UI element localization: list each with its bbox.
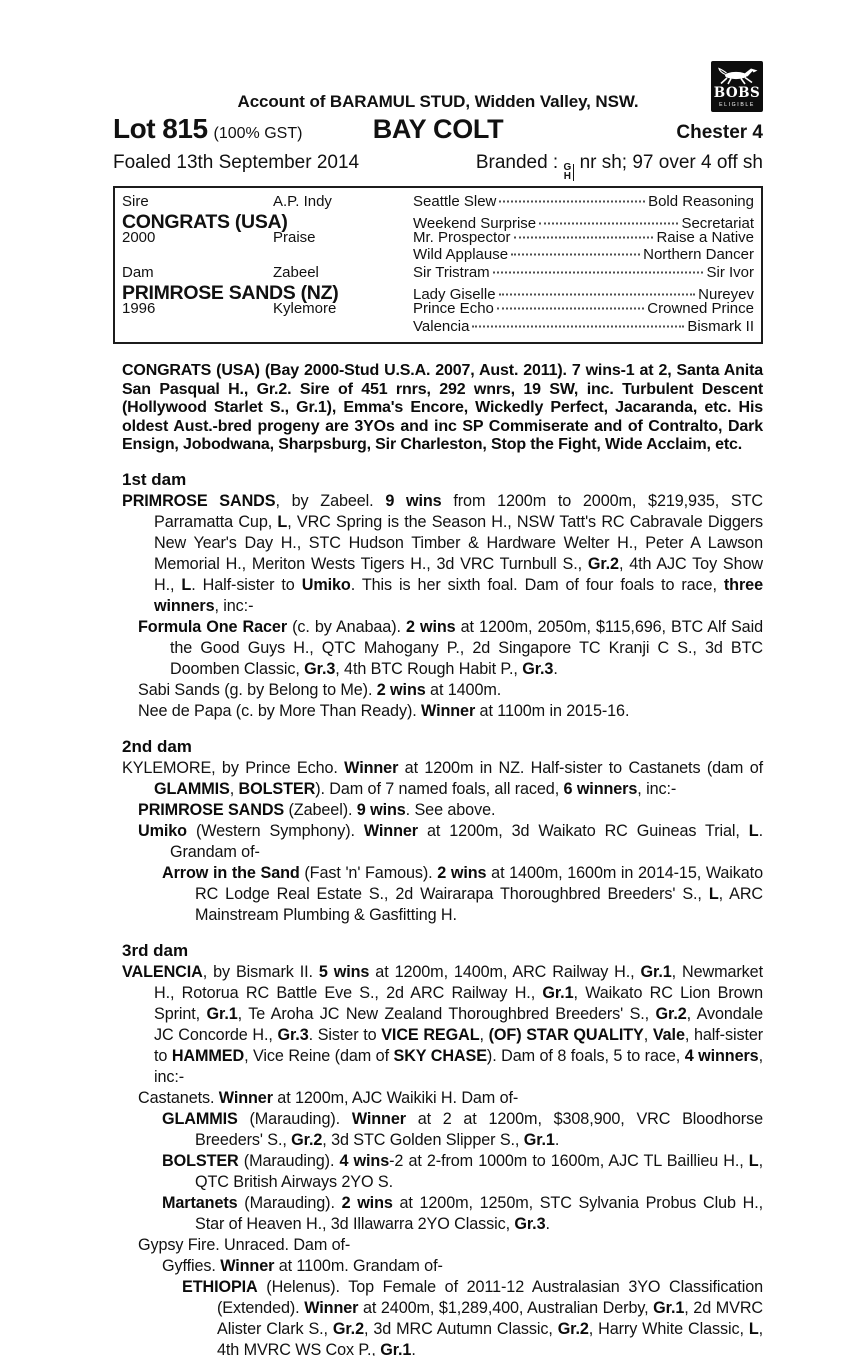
sire-summary: CONGRATS (USA) (Bay 2000-Stud U.S.A. 2007, Aust. 2011). 7 wins-1 at 2, Santa Anita San Pasqual H., Gr.2. Sire of 451 rnrs, 292 wnrs, 19 SW, inc. Turbulent Descent (Hollywood Starlet S., Gr.1), Emma's Encore, Wickedly Perfect, Jacaranda, etc. His oldest Aust.-bred progeny are 3YOs and inc SP Commiserate and of Contralto, Dark Ensign, Jobodwana, Sharpsburg, Sir Charleston, Stop the Fight, Wide Acclaim, etc. (122, 362, 763, 454)
dotted-leader (514, 236, 654, 238)
pedigree-paragraph: Umiko (Western Symphony). Winner at 1200m, 3d Waikato RC Guineas Trial, L. Grandam of- (138, 821, 763, 861)
pedigree-row (122, 229, 754, 247)
dotted-leader (497, 307, 644, 309)
pedigree-generation2-cell: A.P. Indy (273, 193, 332, 210)
pedigree-row (122, 246, 754, 264)
pedigree-paragraph: PRIMROSE SANDS, by Zabeel. 9 wins from 1200m to 2000m, $219,935, STC Parramatta Cup, L, VRC Spring is the Season H., NSW Tatt's RC Cabravale Diggers New Year's Day H., STC Hudson Timber & Hardware Welter H., Peter A Lawson Memorial H., Meriton Wests Tigers H., 3d VRC Turnbull S., Gr.2, 4th AJC Toy Show H., L. Half-sister to Umiko. This is her sixth foal. Dam of four foals to race, three winners, inc:- (122, 491, 763, 615)
pedigree-table (113, 186, 763, 344)
gst-note: (100% GST) (213, 125, 303, 142)
ancestor-name: Seattle Slew (413, 193, 497, 210)
ancestor-sire-name: Crowned Prince (647, 299, 754, 317)
ancestor-sire-name: Bismark II (687, 317, 754, 335)
pedigree-generation3-cell (413, 229, 754, 246)
ancestor-name: Wild Applause (413, 246, 509, 264)
pedigree-row (122, 318, 754, 336)
brand-mark-bottom: H (563, 170, 571, 182)
dotted-leader (499, 293, 696, 295)
pedigree-generation2-cell: Kylemore (273, 299, 337, 317)
pedigree-paragraph: Gyffies. Winner at 1100m. Grandam of- (162, 1256, 443, 1275)
pedigree-generation3-cell (413, 300, 754, 317)
bobs-logo-title: BOBS (713, 85, 761, 101)
ancestor-name: Valencia (413, 317, 470, 335)
pedigree-rows (122, 193, 754, 335)
stable-reference: Chester 4 (676, 122, 764, 143)
pedigree-paragraph: Arrow in the Sand (Fast 'n' Famous). 2 wins at 1400m, 1600m in 2014-15, Waikato RC Lodge Real Estate S., 2d Wairarapa Thoroughbred Breeders' S., L, ARC Mainstream Plumbing & Gasfitting H. (162, 863, 763, 924)
foaled-branded-row (113, 152, 763, 181)
lot-number: Lot 815 (113, 113, 208, 144)
pedigree-row (122, 300, 754, 318)
pedigree-paragraph: GLAMMIS (Marauding). Winner at 2 at 1200m, $308,900, VRC Bloodhorse Breeders' S., Gr.2, 3d STC Golden Slipper S., Gr.1. (162, 1109, 763, 1149)
ancestor-name: Sir Tristram (413, 264, 490, 282)
ancestor-name: Prince Echo (413, 299, 494, 317)
dotted-leader (499, 201, 645, 203)
dotted-leader (493, 272, 704, 274)
pedigree-generation3-cell (413, 318, 754, 335)
bobs-logo-subtitle: ELIGIBLE (719, 102, 755, 108)
pedigree-paragraph: Gypsy Fire. Unraced. Dam of- (138, 1235, 351, 1254)
pedigree-paragraph: Formula One Racer (c. by Anabaa). 2 wins at 1200m, 2050m, $115,696, BTC Alf Said the Good Guys H., QTC Mahogany P., 2d Singapore TC Kranji C S., 3d BTC Doomben Classic, Gr.3, 4th BTC Rough Habit P., Gr.3. (138, 617, 763, 678)
ancestor-name: Mr. Prospector (413, 228, 511, 246)
ancestor-sire-name: Secretariat (681, 214, 754, 232)
pedigree-row (122, 210, 754, 233)
pedigree-generation1-cell: PRIMROSE SANDS (NZ) (122, 281, 339, 304)
pedigree-generation3-cell (413, 193, 754, 210)
catalogue-text (113, 352, 763, 1356)
dam-sections (122, 470, 763, 1356)
pedigree-generation1-cell: Sire (122, 193, 149, 210)
brand-mark (564, 164, 575, 181)
ancestor-name: Weekend Surprise (413, 214, 537, 232)
pedigree-generation1-cell: 1996 (122, 299, 156, 317)
branded-label: Branded : (475, 152, 559, 173)
pedigree-row (122, 264, 754, 282)
account-line: Account of BARAMUL STUD, Widden Valley, NSW. (237, 92, 639, 111)
dotted-leader (511, 254, 640, 256)
pedigree-generation3-cell (413, 246, 754, 263)
text-column (113, 362, 763, 1356)
pedigree-paragraph: Sabi Sands (g. by Belong to Me). 2 wins at 1400m. (138, 680, 502, 699)
pedigree-generation1-cell: CONGRATS (USA) (122, 210, 288, 233)
pedigree-paragraph: PRIMROSE SANDS (Zabeel). 9 wins. See above. (138, 800, 496, 819)
pedigree-generation3-cell (413, 264, 754, 281)
ancestor-sire-name: Sir Ivor (706, 264, 754, 282)
dotted-leader (539, 222, 678, 224)
pedigree-generation1-cell: Dam (122, 264, 154, 282)
ancestor-sire-name: Raise a Native (656, 228, 754, 246)
foaled-date: Foaled 13th September 2014 (113, 152, 360, 173)
dam-section-heading: 1st dam (122, 469, 187, 489)
horse-description: BAY COLT (372, 114, 504, 144)
pedigree-paragraph: Nee de Papa (c. by More Than Ready). Winner at 1100m in 2015-16. (138, 701, 630, 720)
ancestor-sire-name: Bold Reasoning (648, 193, 754, 210)
pedigree-paragraph: VALENCIA, by Bismark II. 5 wins at 1200m, 1400m, ARC Railway H., Gr.1, Newmarket H., Rotorua RC Battle Eve S., 2d ARC Railway H., Gr.1, Waikato RC Lion Brown Sprint, Gr.1, Te Aroha JC New Zealand Thoroughbred Breeders' S., Gr.2, Avondale JC Concorde H., Gr.3. Sister to VICE REGAL, (OF) STAR QUALITY, Vale, half-sister to HAMMED, Vice Reine (dam of SKY CHASE). Dam of 8 foals, 5 to race, 4 winners, inc:- (122, 962, 764, 1086)
pedigree-row (122, 281, 754, 304)
brand-text: nr sh; 97 over 4 off sh (579, 152, 763, 173)
lot-number-group (113, 113, 330, 145)
ancestor-sire-name: Nureyev (698, 285, 754, 303)
pedigree-generation1-cell: 2000 (122, 228, 156, 246)
pedigree-generation2-cell: Zabeel (273, 264, 319, 282)
lot-header-row (113, 113, 763, 145)
dam-section-heading: 3rd dam (122, 940, 189, 960)
ancestor-sire-name: Northern Dancer (643, 246, 754, 264)
pedigree-generation2-cell: Praise (273, 228, 316, 246)
pedigree-paragraph: BOLSTER (Marauding). 4 wins-2 at 2-from 1000m to 1600m, AJC TL Baillieu H., L, QTC British Airways 2YO S. (162, 1151, 763, 1191)
pedigree-paragraph: ETHIOPIA (Helenus). Top Female of 2011-12 Australasian 3YO Classification (Extended). Winner at 2400m, $1,289,400, Australian Derby, Gr.1, 2d MVRC Alister Clark S., Gr.2, 3d MRC Autumn Classic, Gr.2, Harry White Classic, L, 4th MVRC WS Cox P., Gr.1. (182, 1277, 764, 1356)
pedigree-row (122, 193, 754, 211)
pedigree-paragraph: KYLEMORE, by Prince Echo. Winner at 1200m in NZ. Half-sister to Castanets (dam of GLAMMIS, BOLSTER). Dam of 7 named foals, all raced, 6 winners, inc:- (122, 758, 763, 798)
ancestor-name: Lady Giselle (413, 285, 496, 303)
brand-description (476, 152, 763, 181)
pedigree-paragraph: Martanets (Marauding). 2 wins at 1200m, 1250m, STC Sylvania Probus Club H., Star of Heaven H., 3d Illawarra 2YO Classic, Gr.3. (162, 1193, 763, 1233)
dotted-leader (472, 325, 684, 327)
pedigree-paragraph: Castanets. Winner at 1200m, AJC Waikiki H. Dam of- (138, 1088, 519, 1107)
dam-section-heading: 2nd dam (122, 736, 192, 756)
brand-mark-top: G (563, 162, 572, 173)
